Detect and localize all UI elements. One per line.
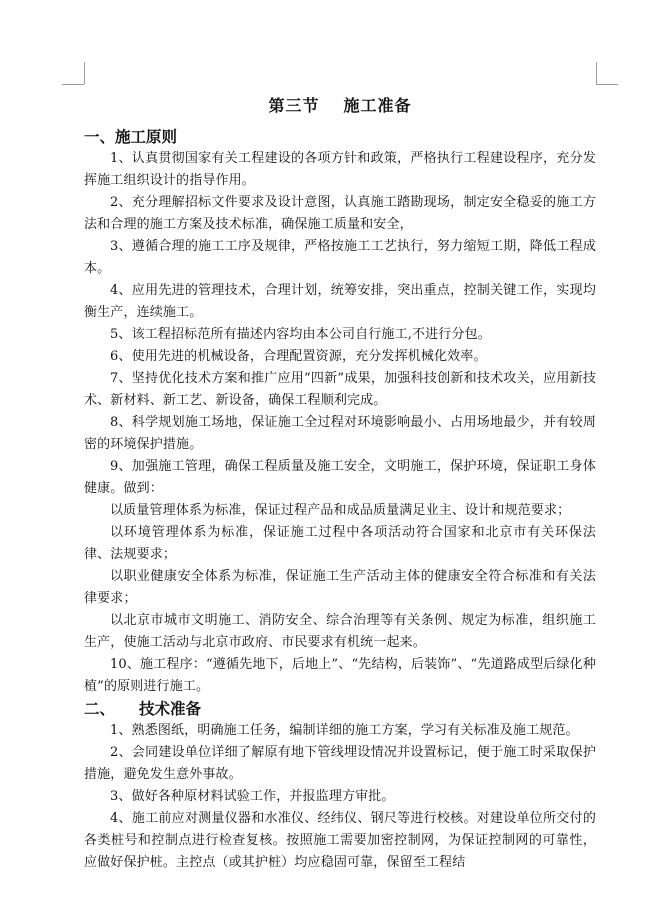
document-page xyxy=(84,94,596,874)
crop-mark-top-right-horizontal xyxy=(596,84,618,85)
crop-mark-top-left-horizontal xyxy=(62,84,84,85)
paragraph: 1、熟悉图纸，明确施工任务，编制详细的施工方案，学习有关标准及施工规范。 xyxy=(110,723,579,738)
section-number: 一、 xyxy=(84,127,116,146)
section-body-principles xyxy=(84,148,596,698)
section-body-technical xyxy=(84,720,596,874)
paragraph: 5、该工程招标范所有描述内容均由本公司自行施工,不进行分包。 xyxy=(110,327,491,342)
crop-mark-top-left-vertical xyxy=(84,62,85,84)
paragraph: 3、做好各种原材料试验工作，并报监理方审批。 xyxy=(110,789,395,804)
section-title: 施工原则 xyxy=(115,127,178,146)
title-section-number: 第三节 xyxy=(268,96,320,115)
paragraph: 6、使用先进的机械设备，合理配置资源，充分发挥机械化效率。 xyxy=(110,349,487,364)
paragraph: 7、坚持优化技术方案和推广应用“四新”成果，加强科技创新和技术攻关，应用新技术、新材料、新工艺、新设备，确保工程顺利完成。 xyxy=(84,371,596,408)
section-number: 二、 xyxy=(84,699,116,718)
paragraph: 2、充分理解招标文件要求及设计意图，认真施工踏勘现场，制定安全稳妥的施工方法和合理的施工方案及技术标准，确保施工质量和安全， xyxy=(84,195,596,232)
section-heading-technical xyxy=(84,698,596,720)
paragraph: 4、应用先进的管理技术，合理计划，统筹安排，突出重点，控制关键工作，实现均衡生产，连续施工。 xyxy=(84,283,596,320)
paragraph: 10、施工程序：“遵循先地下，后地上”、“先结构，后装饰”、“先道路成型后绿化种植”的原则进行施工。 xyxy=(84,657,596,694)
paragraph: 4、施工前应对测量仪器和水准仪、经纬仪、钢尺等进行校核。对建设单位所交付的各类桩号和控制点进行检查复核。按照施工需要加密控制网，为保证控制网的可靠性，应做好保护桩。主控点（或其护桩）均应稳固可靠，保留至工程结 xyxy=(84,811,596,870)
section-heading-principles xyxy=(84,126,596,148)
paragraph: 以职业健康安全体系为标准，保证施工生产活动主体的健康安全符合标准和有关法律要求； xyxy=(84,569,596,606)
paragraph: 8、科学规划施工场地，保证施工全过程对环境影响最小、占用场地最少，并有较周密的环境保护措施。 xyxy=(84,415,596,452)
paragraph: 9、加强施工管理，确保工程质量及施工安全，文明施工，保护环境，保证职工身体健康。做到： xyxy=(84,459,596,496)
document-title xyxy=(84,94,596,118)
crop-mark-top-right-vertical xyxy=(596,62,597,84)
paragraph: 以环境管理体系为标准，保证施工过程中各项活动符合国家和北京市有关环保法律、法规要求； xyxy=(84,525,596,562)
paragraph: 2、会同建设单位详细了解原有地下管线埋设情况并设置标记，便于施工时采取保护措施，避免发生意外事故。 xyxy=(84,745,596,782)
paragraph: 3、遵循合理的施工工序及规律，严格按施工工艺执行，努力缩短工期，降低工程成本。 xyxy=(84,239,596,276)
paragraph: 以北京市城市文明施工、消防安全、综合治理等有关条例、规定为标准，组织施工生产，使施工活动与北京市政府、市民要求有机统一起来。 xyxy=(84,613,596,650)
paragraph: 1、认真贯彻国家有关工程建设的各项方针和政策，严格执行工程建设程序，充分发挥施工组织设计的指导作用。 xyxy=(84,151,596,188)
title-section-name: 施工准备 xyxy=(343,96,412,115)
section-title: 技术准备 xyxy=(139,699,202,718)
paragraph: 以质量管理体系为标准，保证过程产品和成品质量满足业主、设计和规范要求； xyxy=(110,503,571,518)
